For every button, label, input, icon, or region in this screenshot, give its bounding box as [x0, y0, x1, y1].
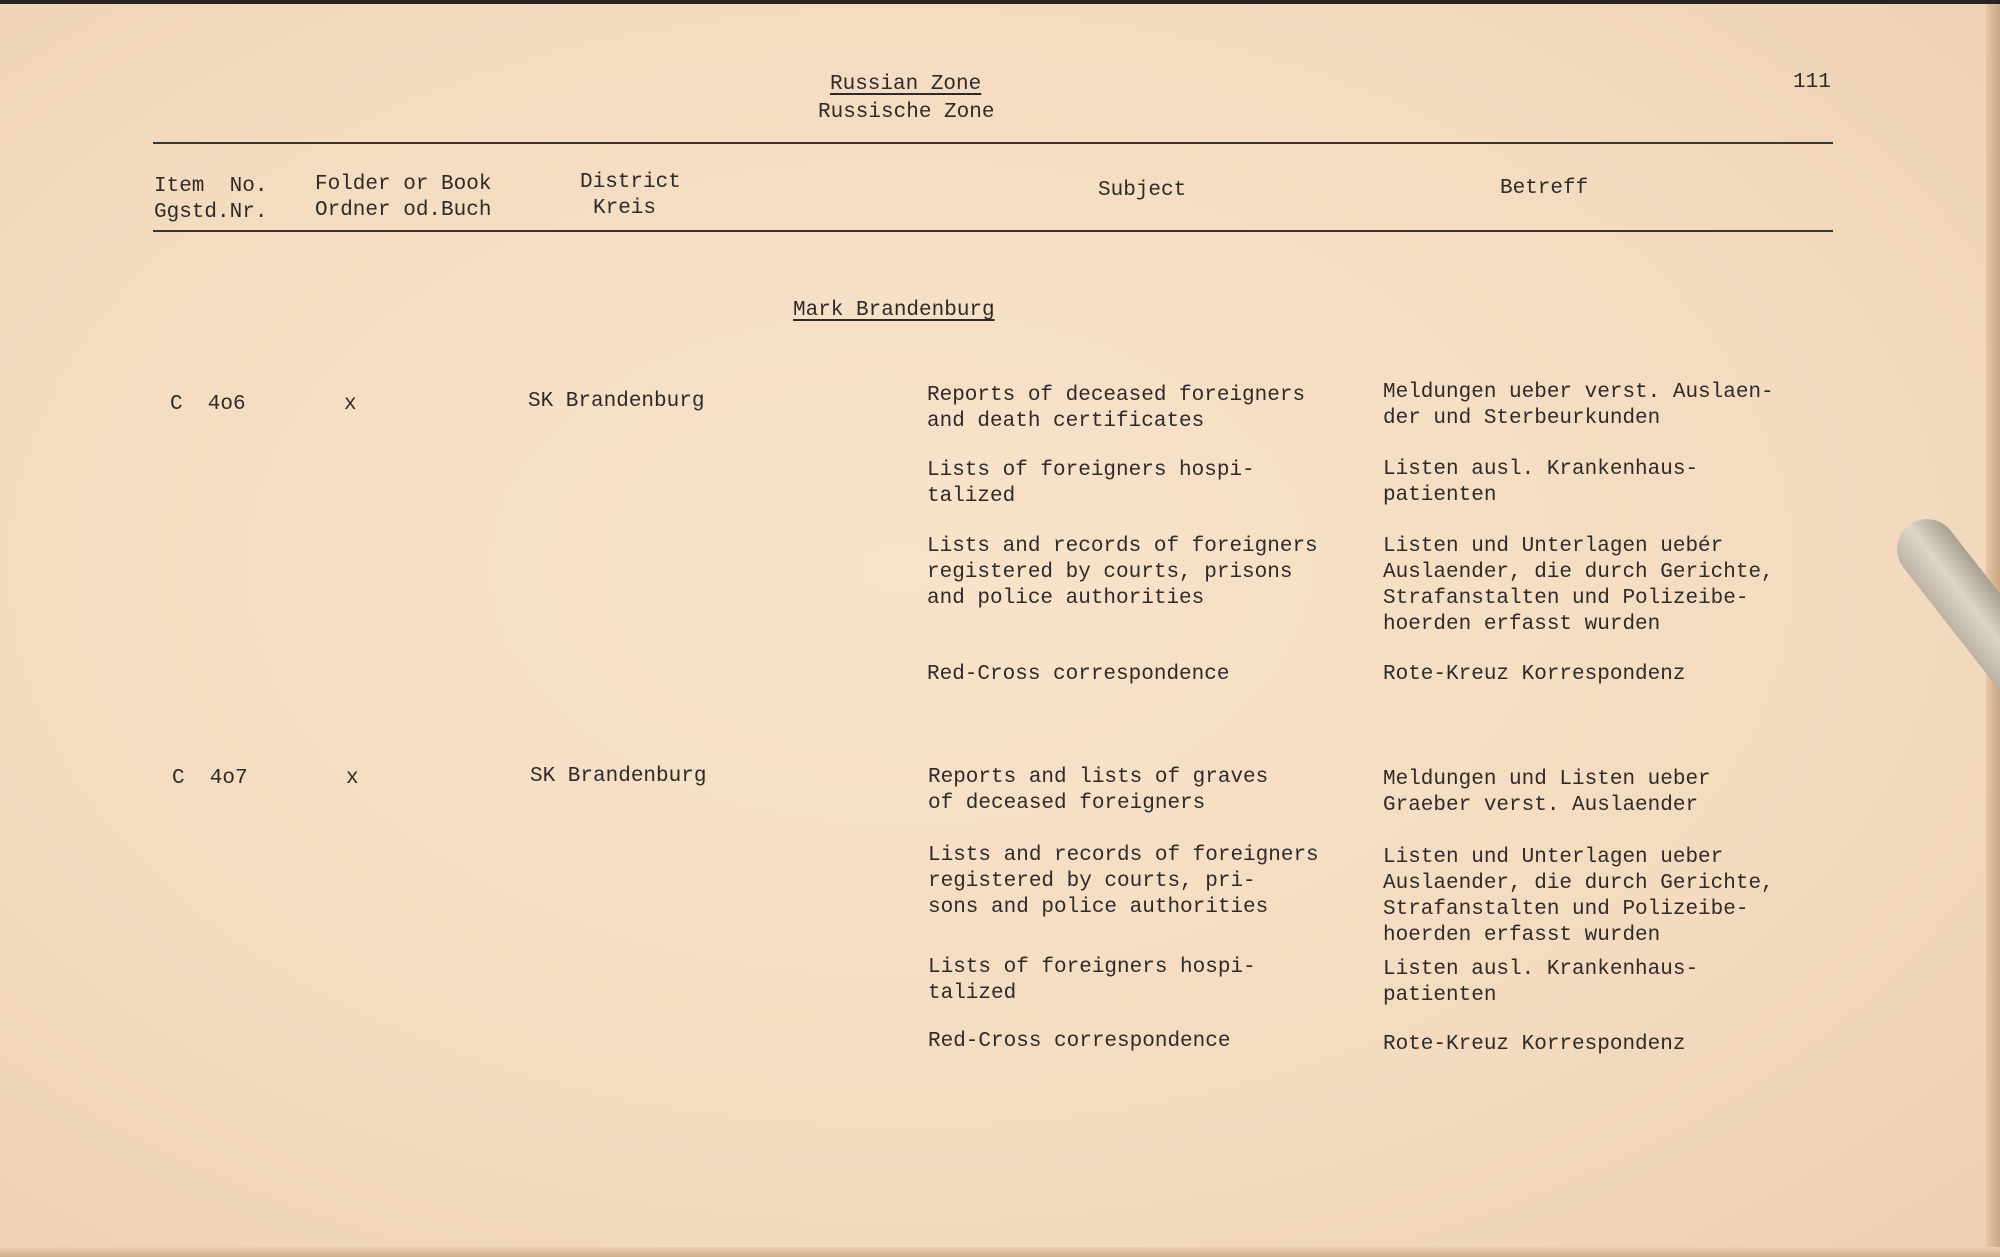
document-page: [0, 4, 2000, 1257]
folder-mark: x: [344, 393, 357, 416]
page-clip: [1885, 507, 2000, 749]
betreff-entry: Meldungen ueber verst. Auslaen- der und Sterbeurkunden: [1383, 381, 1774, 430]
col-item-en: Item No.: [154, 175, 268, 198]
item-number: C 4o6: [170, 393, 246, 416]
subject-entry: Lists and records of foreigners registered by courts, prisons and police authorities: [927, 535, 1318, 610]
header-bottom-rule: [153, 230, 1833, 232]
district: SK Brandenburg: [528, 390, 705, 413]
subject-entry: Lists and records of foreigners registered by courts, pri- sons and police authorities: [928, 844, 1319, 919]
subject-entry: Lists of foreigners hospi- talized: [928, 956, 1256, 1005]
title-english: Russian Zone: [830, 73, 982, 96]
betreff-entry: Rote-Kreuz Korrespondenz: [1383, 663, 1686, 686]
page-number: 111: [1793, 71, 1831, 94]
top-rule: [153, 142, 1833, 144]
betreff-entry: Rote-Kreuz Korrespondenz: [1383, 1033, 1686, 1056]
betreff-entry: Listen und Unterlagen ueber Auslaender, die durch Gerichte, Strafanstalten und Polizeibe- hoerden erfasst wurden: [1383, 846, 1774, 947]
item-number: C 4o7: [172, 767, 248, 790]
section-heading: Mark Brandenburg: [793, 299, 995, 322]
col-folder-de: Ordner od.Buch: [315, 199, 492, 222]
col-betreff: Betreff: [1500, 177, 1589, 200]
subject-entry: Red-Cross correspondence: [927, 663, 1230, 686]
betreff-entry: Listen und Unterlagen uebér Auslaender, die durch Gerichte, Strafanstalten und Polizeibe- hoerden erfasst wurden: [1383, 535, 1774, 636]
col-district-en: District: [580, 171, 681, 194]
subject-entry: Reports of deceased foreigners and death certificates: [927, 384, 1306, 433]
title-german: Russische Zone: [818, 101, 995, 124]
col-item-de: Ggstd.Nr.: [154, 201, 268, 224]
folder-mark: x: [346, 767, 359, 790]
betreff-entry: Meldungen und Listen ueber Graeber verst. Auslaender: [1383, 768, 1711, 817]
betreff-entry: Listen ausl. Krankenhaus- patienten: [1383, 458, 1699, 507]
col-subject: Subject: [1098, 179, 1187, 202]
subject-entry: Red-Cross correspondence: [928, 1030, 1231, 1053]
col-district-de: Kreis: [593, 197, 657, 220]
page-bottom-edge: [0, 1247, 2000, 1257]
subject-entry: Lists of foreigners hospi- talized: [927, 459, 1255, 508]
district: SK Brandenburg: [530, 765, 707, 788]
subject-entry: Reports and lists of graves of deceased foreigners: [928, 766, 1269, 815]
col-folder-en: Folder or Book: [315, 173, 492, 196]
betreff-entry: Listen ausl. Krankenhaus- patienten: [1383, 958, 1699, 1007]
